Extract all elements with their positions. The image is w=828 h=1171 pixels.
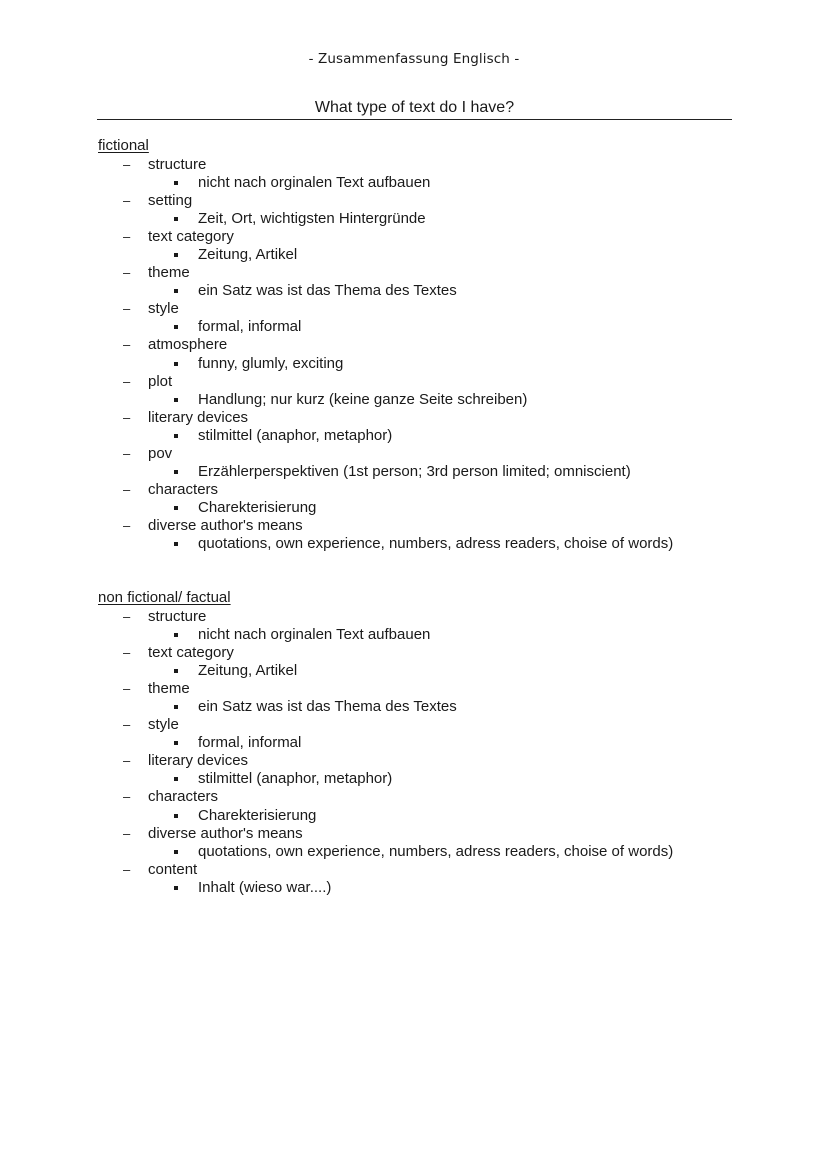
dash-icon: –	[123, 825, 131, 841]
item-detail: Zeitung, Artikel	[198, 661, 298, 679]
section-fictional	[98, 137, 738, 554]
list-item	[98, 336, 738, 372]
item-label: plot	[148, 372, 173, 390]
square-bullet-icon	[174, 777, 178, 781]
item-label: text category	[148, 227, 234, 245]
item-label: structure	[148, 607, 207, 625]
item-label: literary devices	[148, 408, 249, 426]
section-heading: non fictional/ factual	[98, 589, 231, 606]
item-label: theme	[148, 264, 190, 282]
item-detail: formal, informal	[198, 734, 302, 752]
item-detail: Zeitung, Artikel	[198, 245, 298, 263]
dash-icon: –	[123, 373, 131, 389]
item-label: diverse author's means	[148, 824, 303, 842]
square-bullet-icon	[174, 181, 178, 185]
criteria-list	[98, 156, 738, 554]
list-item	[98, 192, 738, 228]
list-item	[98, 300, 738, 336]
item-detail: nicht nach orginalen Text aufbauen	[198, 173, 431, 191]
dash-icon: –	[123, 482, 131, 498]
list-item	[98, 517, 738, 553]
list-item	[98, 409, 738, 445]
item-label: pov	[148, 445, 173, 462]
item-detail: Erzählerperspektiven (1st person; 3rd person limited; omniscient)	[198, 463, 631, 481]
item-detail: stilmittel (anaphor, metaphor)	[198, 426, 393, 444]
item-detail: quotations, own experience, numbers, adress readers, choise of words)	[198, 535, 674, 553]
list-item	[98, 228, 738, 264]
item-label: style	[148, 716, 179, 734]
section-non-fictional	[98, 589, 738, 897]
square-bullet-icon	[174, 398, 178, 402]
square-bullet-icon	[174, 705, 178, 709]
dash-icon: –	[123, 337, 131, 353]
dash-icon: –	[123, 518, 131, 534]
dash-icon: –	[123, 680, 131, 696]
square-bullet-icon	[174, 669, 178, 673]
list-item	[98, 373, 738, 409]
dash-icon: –	[123, 644, 131, 660]
square-bullet-icon	[174, 470, 178, 474]
item-label: theme	[148, 679, 190, 697]
dash-icon: –	[123, 301, 131, 317]
dash-icon: –	[123, 409, 131, 425]
square-bullet-icon	[174, 289, 178, 293]
square-bullet-icon	[174, 542, 178, 546]
section-heading: fictional	[98, 137, 149, 154]
square-bullet-icon	[174, 741, 178, 745]
running-header: - Zusammenfassung Englisch -	[308, 51, 520, 67]
list-item	[98, 481, 738, 517]
item-label: text category	[148, 643, 234, 661]
dash-icon: –	[123, 861, 131, 877]
list-item	[98, 445, 738, 481]
item-label: literary devices	[148, 752, 249, 770]
dash-icon: –	[123, 446, 131, 461]
item-label: characters	[148, 788, 219, 806]
item-detail: quotations, own experience, numbers, adress readers, choise of words)	[198, 842, 674, 860]
item-detail: Charekterisierung	[198, 499, 317, 517]
item-detail: Zeit, Ort, wichtigsten Hintergründe	[198, 209, 426, 227]
dash-icon: –	[123, 265, 131, 281]
list-item	[98, 716, 738, 752]
square-bullet-icon	[174, 253, 178, 257]
item-label: characters	[148, 481, 219, 499]
list-item	[98, 752, 738, 788]
dash-icon: –	[123, 156, 131, 172]
item-detail: Inhalt (wieso war....)	[198, 878, 332, 896]
criteria-list	[98, 608, 738, 898]
list-item	[98, 680, 738, 716]
dash-icon: –	[123, 192, 131, 208]
list-item	[98, 644, 738, 680]
list-item	[98, 608, 738, 644]
square-bullet-icon	[174, 850, 178, 854]
item-detail: stilmittel (anaphor, metaphor)	[198, 770, 393, 788]
dash-icon: –	[123, 789, 131, 805]
item-detail: ein Satz was ist das Thema des Textes	[198, 697, 457, 715]
dash-icon: –	[123, 753, 131, 769]
square-bullet-icon	[174, 633, 178, 637]
title-underline-rule	[97, 119, 732, 120]
square-bullet-icon	[174, 217, 178, 221]
item-label: atmosphere	[148, 336, 228, 354]
item-detail: nicht nach orginalen Text aufbauen	[198, 625, 431, 643]
item-label: structure	[148, 155, 207, 173]
square-bullet-icon	[174, 362, 178, 366]
square-bullet-icon	[174, 325, 178, 329]
list-item	[98, 156, 738, 192]
item-detail: funny, glumly, exciting	[198, 354, 344, 372]
item-label: style	[148, 300, 179, 318]
item-detail: ein Satz was ist das Thema des Textes	[198, 282, 457, 300]
dash-icon: –	[123, 717, 131, 733]
square-bullet-icon	[174, 506, 178, 510]
list-item	[98, 264, 738, 300]
list-item	[98, 861, 738, 897]
item-label: content	[148, 860, 198, 878]
item-detail: Charekterisierung	[198, 806, 317, 824]
page-title: What type of text do I have?	[314, 99, 515, 116]
dash-icon: –	[123, 228, 131, 244]
square-bullet-icon	[174, 886, 178, 890]
list-item	[98, 788, 738, 824]
item-label: setting	[148, 191, 193, 209]
item-detail: formal, informal	[198, 318, 302, 336]
square-bullet-icon	[174, 814, 178, 818]
square-bullet-icon	[174, 434, 178, 438]
list-item	[98, 825, 738, 861]
item-detail: Handlung; nur kurz (keine ganze Seite schreiben)	[198, 390, 528, 408]
dash-icon: –	[123, 608, 131, 624]
item-label: diverse author's means	[148, 517, 303, 535]
